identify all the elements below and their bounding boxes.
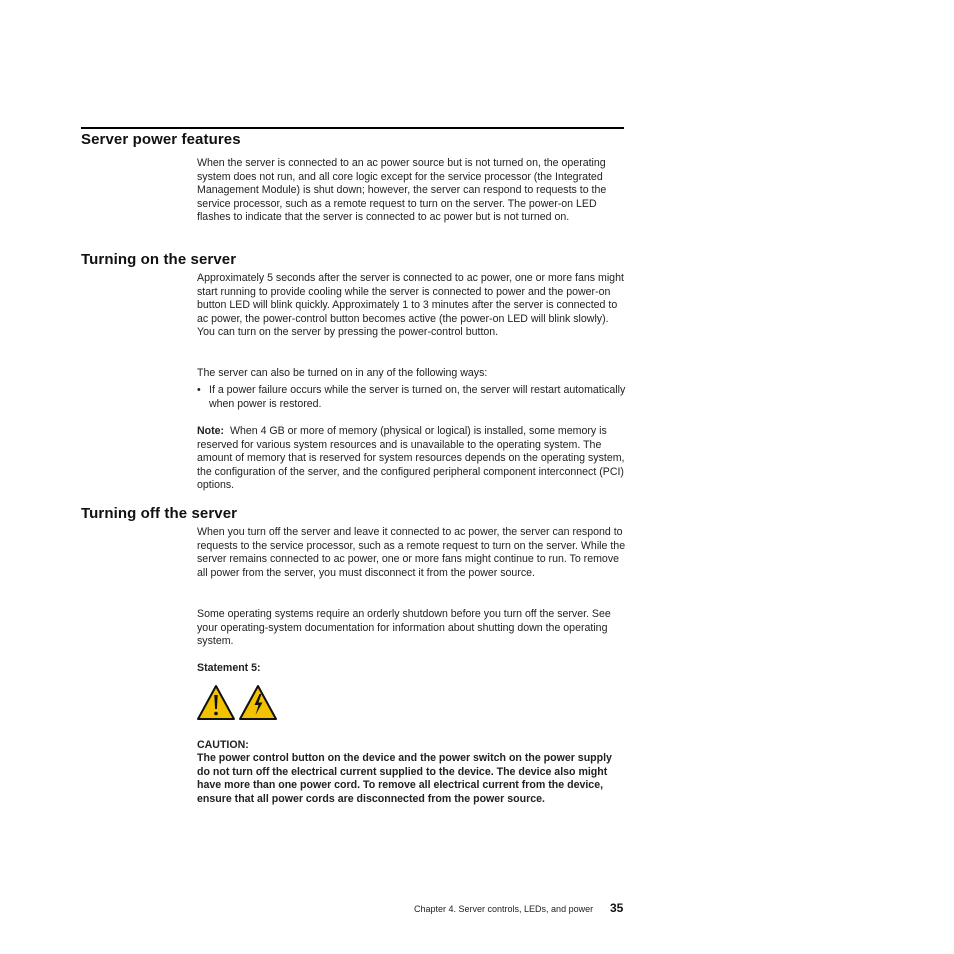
safety-icons [197, 684, 277, 722]
paragraph-turning-on-2: The server can also be turned on in any of the following ways: [197, 367, 488, 379]
statement-label: Statement 5: [197, 662, 261, 674]
safety-icons-graphic [197, 684, 277, 722]
page-number: 35 [610, 901, 624, 915]
heading-server-power-features: Server power features [81, 131, 241, 148]
note-text: When 4 GB or more of memory (physical or logical) is installed, some memory is reserved for various system resources and is unavailable to the operating system. The amount of memory that is reserved for system resources depends on the operating system, the configuration of the server, and the configured peripheral component interconnect (PCI) options. [197, 425, 625, 491]
heading-turning-off: Turning off the server [81, 505, 238, 522]
paragraph-power-features: When the server is connected to an ac power source but is not turned on, the operating system does not run, and all core logic except for the service processor (the Integrated Management Module) is shut down; however, the server can respond to requests to the service processor, such as a remote request to turn on the server. The power-on LED flashes to indicate that the server is connected to ac power but is not turned on. [197, 157, 607, 223]
warning-exclamation-icon [198, 686, 234, 719]
caution-text: The power control button on the device and the power switch on the power supply do not turn off the electrical current supplied to the device. The device also might have more than one power cord. To remove all electrical current from the device, ensure that all power cords are disconnected from the power source. [197, 752, 612, 805]
footer-chapter-title: Chapter 4. Server controls, LEDs, and power [414, 904, 594, 914]
bullet-icon: • [197, 384, 201, 396]
heading-turning-on: Turning on the server [81, 251, 237, 268]
section-rule [81, 127, 624, 129]
electrical-hazard-icon [240, 686, 276, 719]
list-item-text: If a power failure occurs while the server is turned on, the server will restart automatically when power is restored. [209, 384, 626, 410]
paragraph-turning-off-1: When you turn off the server and leave it connected to ac power, the server can respond to requests to the service processor, such as a remote request to turn on the server. While the server remains connected to ac power, one or more fans might continue to run. To remove all power from the server, you must disconnect it from the power source. [197, 526, 626, 579]
note-paragraph [197, 425, 627, 493]
paragraph-turning-off-2: Some operating systems require an orderly shutdown before you turn off the server. See your operating-system documentation for information about shutting down the operating system. [197, 608, 611, 647]
bullet-list [197, 384, 627, 411]
note-label: Note: [197, 425, 225, 437]
paragraph-turning-on-1: Approximately 5 seconds after the server is connected to ac power, one or more fans might start running to provide cooling while the server is connected to power and the power-on button LED will blink quickly. Approximately 1 to 3 minutes after the server is connected to ac power, the power-control button becomes active (the power-on LED will blink slowly). You can turn on the server by pressing the power-control button. [197, 272, 624, 338]
list-item [197, 384, 627, 411]
caution-label: CAUTION: [197, 739, 249, 751]
